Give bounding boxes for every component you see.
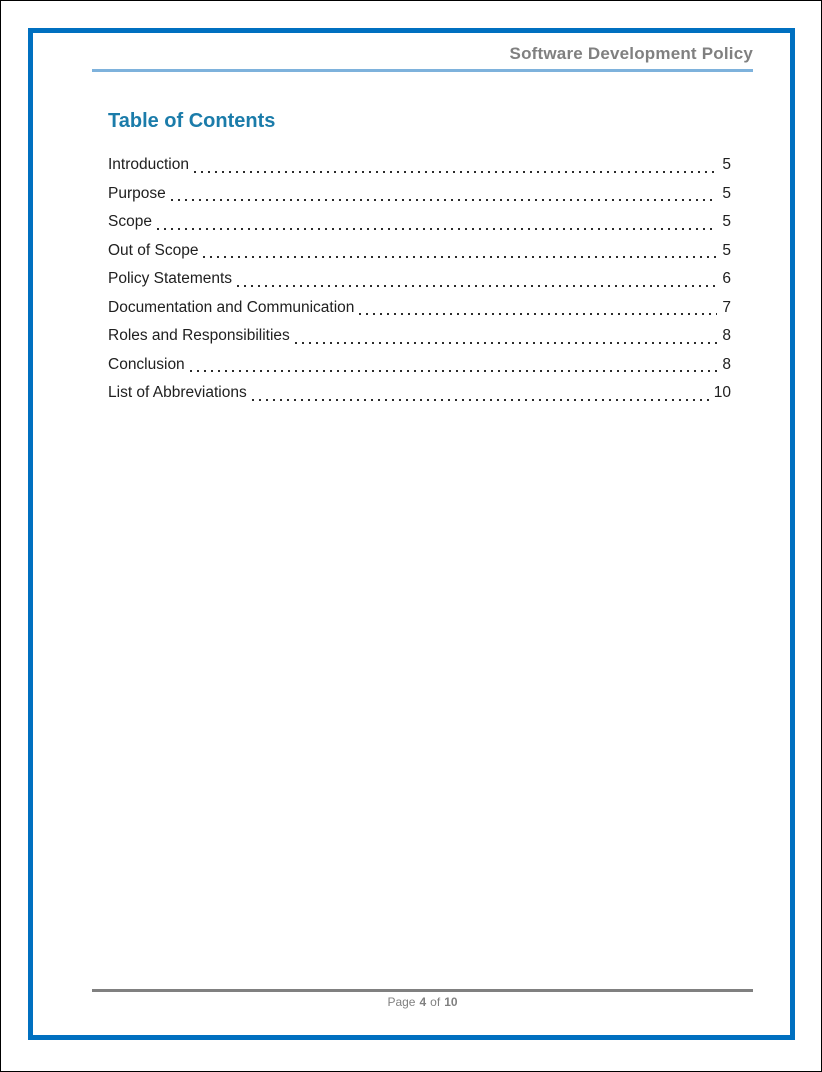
toc-heading: Table of Contents — [108, 110, 276, 132]
toc-entry[interactable] — [108, 379, 731, 408]
header-title: Software Development Policy — [509, 44, 753, 63]
toc-leader-dots — [194, 151, 717, 180]
toc-leader-dots — [190, 351, 718, 380]
toc-entry[interactable] — [108, 265, 731, 294]
toc-list — [108, 151, 731, 408]
toc-entry[interactable] — [108, 294, 731, 323]
toc-entry-page: 7 — [722, 298, 731, 316]
footer-page-number — [92, 995, 753, 1009]
header-rule — [92, 69, 753, 72]
toc-entry[interactable] — [108, 151, 731, 180]
toc-entry-label: List of Abbreviations — [108, 384, 247, 401]
footer-total-pages: 10 — [444, 995, 458, 1009]
toc-entry-page: 5 — [722, 156, 731, 173]
toc-entry-label: Policy Statements — [108, 270, 233, 287]
toc-entry-page: 8 — [722, 327, 731, 344]
toc-entry-page: 8 — [722, 355, 731, 373]
toc-entry-label: Documentation and Communication — [108, 298, 355, 316]
toc-entry-page: 5 — [722, 241, 731, 259]
footer-rule — [92, 989, 753, 992]
footer-current-page: 4 — [419, 995, 427, 1009]
toc-entry[interactable] — [108, 322, 731, 351]
footer-label-page: Page — [387, 995, 416, 1009]
toc-entry-label: Purpose — [108, 184, 166, 202]
toc-leader-dots — [171, 180, 718, 209]
toc-entry[interactable] — [108, 208, 731, 237]
toc-entry-label: Out of Scope — [108, 241, 199, 259]
toc-entry-label: Roles and Responsibilities — [108, 327, 290, 344]
toc-leader-dots — [157, 208, 717, 237]
toc-entry-page: 6 — [722, 270, 731, 287]
toc-entry-label: Introduction — [108, 156, 189, 173]
toc-entry[interactable] — [108, 180, 731, 209]
toc-entry-page: 10 — [713, 384, 731, 401]
toc-leader-dots — [237, 265, 717, 294]
toc-entry-page: 5 — [722, 213, 731, 230]
toc-leader-dots — [203, 237, 717, 266]
toc-leader-dots — [359, 294, 717, 323]
toc-entry-label: Conclusion — [108, 355, 185, 373]
footer-label-of: of — [430, 995, 441, 1009]
toc-entry-page: 5 — [722, 184, 731, 202]
toc-leader-dots — [252, 379, 709, 408]
toc-leader-dots — [295, 322, 718, 351]
toc-entry[interactable] — [108, 351, 731, 380]
toc-entry[interactable] — [108, 237, 731, 266]
toc-entry-label: Scope — [108, 213, 152, 230]
